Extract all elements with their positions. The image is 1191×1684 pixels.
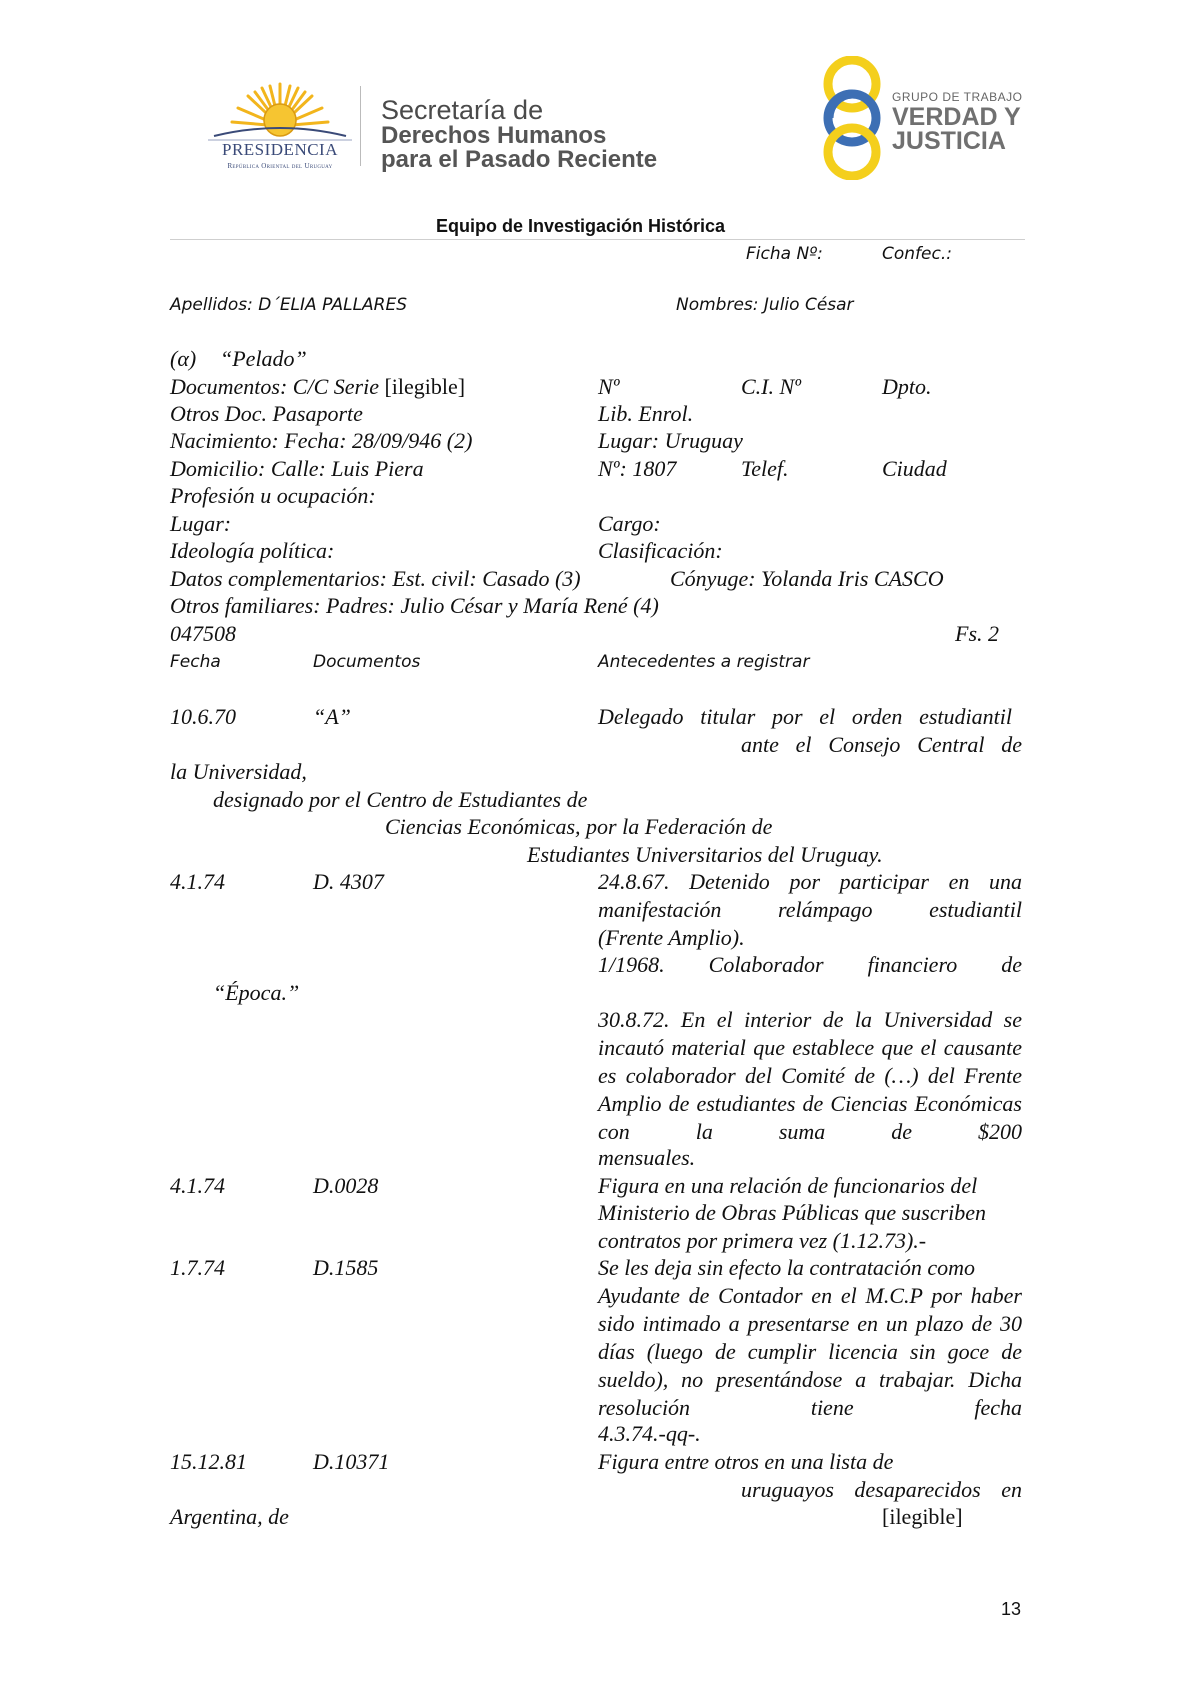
- lugar-field: Lugar:: [170, 511, 232, 536]
- entry-document: D.10371: [313, 1449, 390, 1474]
- ciudad-label: Ciudad: [882, 456, 947, 481]
- confec-label: Confec.:: [882, 244, 952, 264]
- entry-text-line: Ciencias Económicas, por la Federación de: [385, 814, 773, 839]
- ideologia-field: Ideología política:: [170, 538, 335, 563]
- entry-document: “A”: [313, 704, 351, 729]
- entry-text-line: Argentina, de: [170, 1504, 289, 1529]
- entry-date: 4.1.74: [170, 869, 225, 894]
- telef-label: Telef.: [741, 456, 789, 481]
- header-rule: [170, 239, 1025, 240]
- entry-text-line: Se les deja sin efecto la contratación como: [598, 1255, 975, 1280]
- secretaria-line-1: Secretaría de: [381, 95, 544, 125]
- entry-paragraph: 24.8.67. Detenido por participar en una manifestación relámpago estudiantil: [598, 869, 1022, 922]
- team-title: Equipo de Investigación Histórica: [436, 216, 726, 236]
- nombres-field: Nombres: Julio César: [676, 295, 854, 315]
- entry-document: D.0028: [313, 1173, 379, 1198]
- entry-text-line: Ministerio de Obras Públicas que suscriben: [598, 1200, 987, 1225]
- column-header-documentos: Documentos: [313, 652, 421, 672]
- domicilio-field: Domicilio: Calle: Luis Piera: [170, 456, 424, 481]
- nacimiento-field: Nacimiento: Fecha: 28/09/946 (2): [170, 428, 473, 453]
- alias-symbol: (α): [170, 346, 197, 371]
- profesion-field: Profesión u ocupación:: [170, 483, 376, 508]
- conyuge-field: Cónyuge: Yolanda Iris CASCO: [670, 566, 944, 591]
- entry-text-line: la Universidad,: [170, 759, 307, 784]
- dpto-label: Dpto.: [882, 374, 932, 399]
- entry-text-line: 1/1968. Colaborador financiero de: [598, 952, 1022, 977]
- entry-paragraph: 30.8.72. En el interior de la Universidad se incautó material que establece que el causante es colaborador del Comité de (…) del Frente Amplio de estudiantes de Ciencias Económicas con la suma de $200: [598, 1007, 1022, 1144]
- documentos-label: Documentos: C/C Serie: [170, 374, 385, 399]
- entry-text-line: Estudiantes Universitarios del Uruguay.: [527, 842, 883, 867]
- entry-date: 1.7.74: [170, 1255, 225, 1280]
- gvj-line-2: JUSTICIA: [892, 127, 1006, 155]
- entry-text-line: Figura entre otros en una lista de: [598, 1449, 894, 1474]
- entry-illegible: [ilegible]: [882, 1504, 963, 1529]
- secretaria-line-2: Derechos Humanos: [381, 122, 607, 149]
- entry-document: D. 4307: [313, 869, 384, 894]
- logo-divider: [360, 86, 361, 166]
- entry-date: 10.6.70: [170, 704, 236, 729]
- gvj-line-1: VERDAD Y: [892, 103, 1021, 131]
- entry-text-line: mensuales.: [598, 1145, 696, 1170]
- ci-label: C.I. Nº: [741, 374, 801, 399]
- documentos-field: [170, 373, 465, 401]
- entry-text-line: uruguayos desaparecidos en: [741, 1477, 1022, 1502]
- alias-value: “Pelado”: [220, 346, 307, 371]
- column-header-antecedentes: Antecedentes a registrar: [598, 652, 810, 672]
- page-number: 13: [1001, 1599, 1022, 1619]
- entry-text-line: Figura en una relación de funcionarios del: [598, 1173, 978, 1198]
- documentos-illegible: [ilegible]: [384, 374, 466, 399]
- otros-doc-field: Otros Doc. Pasaporte: [170, 401, 363, 426]
- documentos-number-label: Nº: [598, 374, 620, 399]
- linked-rings-icon: [815, 56, 889, 180]
- folio-label: Fs. 2: [955, 621, 999, 646]
- entry-text-line: designado por el Centro de Estudiantes de: [213, 787, 588, 812]
- ficha-label: Ficha Nº:: [746, 244, 823, 264]
- entry-text-line: ante el Consejo Central de: [741, 732, 1022, 757]
- presidencia-logo: [200, 80, 360, 170]
- apellidos-field: Apellidos: D´ELIA PALLARES: [170, 295, 408, 315]
- entry-paragraph: Ayudante de Contador en el M.C.P por haber sido intimado a presentarse en un plazo de 30 días (luego de cumplir licencia sin goce de sueldo), no presentándose a trabajar. Dicha resolución tiene fecha: [598, 1283, 1022, 1420]
- datos-complementarios-field: Datos complementarios: Est. civil: Casado (3): [170, 566, 581, 591]
- presidencia-subtitle: República Oriental del Uruguay: [227, 162, 333, 170]
- sun-emblem-icon: [200, 80, 360, 142]
- entry-text-line: 4.3.74.-qq-.: [598, 1421, 701, 1446]
- entry-text-line: Delegado titular por el orden estudiantil: [598, 704, 1012, 729]
- entry-date: 15.12.81: [170, 1449, 247, 1474]
- domicilio-number: Nº: 1807: [598, 456, 677, 481]
- lib-enrol-label: Lib. Enrol.: [598, 401, 694, 426]
- cargo-field: Cargo:: [598, 511, 661, 536]
- secretaria-line-3: para el Pasado Reciente: [381, 146, 658, 173]
- entry-text-line: contratos por primera vez (1.12.73).-: [598, 1228, 927, 1253]
- presidencia-name: PRESIDENCIA: [221, 140, 338, 159]
- entry-date: 4.1.74: [170, 1173, 225, 1198]
- clasificacion-field: Clasificación:: [598, 538, 723, 563]
- column-header-fecha: Fecha: [170, 652, 221, 672]
- entry-text-line: (Frente Amplio).: [598, 925, 745, 950]
- entry-text-line: “Época.”: [213, 980, 300, 1005]
- entry-document: D.1585: [313, 1255, 379, 1280]
- gvj-small-text: GRUPO DE TRABAJO: [892, 90, 1023, 104]
- lugar-nacimiento-field: Lugar: Uruguay: [598, 428, 743, 453]
- otros-familiares-field: Otros familiares: Padres: Julio César y María René (4): [170, 593, 659, 618]
- record-code: 047508: [170, 621, 236, 646]
